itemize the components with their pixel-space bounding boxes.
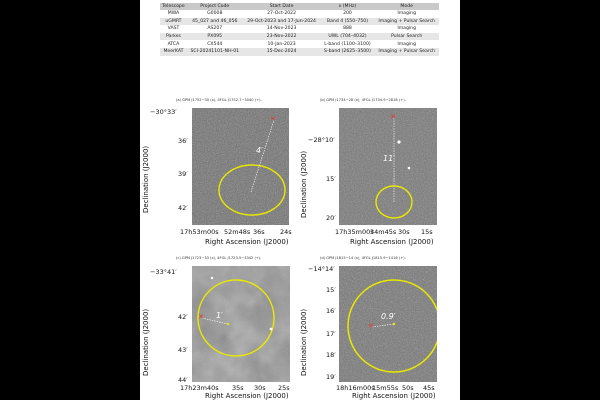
xtick-a: 36s xyxy=(253,228,265,236)
ylabel-a: Declination (J2000) xyxy=(142,145,150,213)
col-header: ν (MHz) xyxy=(321,3,375,10)
xtick-c: 17h23m40s xyxy=(180,384,219,392)
table-cell: MWA xyxy=(167,11,180,17)
xtick-d: 18h16m00s xyxy=(336,384,375,392)
figure-caption-b: (b) GPM J1734−28 (x), 4FGL J1734.9−2818 (+). xyxy=(320,98,406,102)
xtick-a: 17h53m00s xyxy=(180,228,219,236)
observations-table xyxy=(160,3,439,56)
xtick-b: 15s xyxy=(421,228,433,236)
source-marker-icon: ✕ xyxy=(390,113,396,121)
table-cell: AS207 xyxy=(207,26,223,32)
xlabel-b: Right Ascension (J2000) xyxy=(350,238,434,246)
table-cell: CX544 xyxy=(207,41,223,47)
xtick-a: 52m48s xyxy=(224,228,251,236)
ytick-d: 19′ xyxy=(326,373,336,381)
xtick-d: 15m55s xyxy=(372,384,399,392)
table-row xyxy=(160,48,439,56)
ytick-d: 15′ xyxy=(326,286,336,294)
table-cell: VAST xyxy=(167,26,180,32)
ytick-c: 43′ xyxy=(178,346,188,354)
table-cell: UWL (704–4032) xyxy=(321,33,375,41)
xtick-c: 35s xyxy=(232,384,244,392)
table-row xyxy=(160,40,439,48)
xlabel-c: Right Ascension (J2000) xyxy=(205,392,289,400)
col-header: Telescope xyxy=(160,3,187,10)
ytick-c: 44′ xyxy=(178,376,188,384)
xtick-d: 45s xyxy=(423,384,435,392)
table-cell: Band 4 (550–750) xyxy=(321,18,375,26)
xtick-c: 25s xyxy=(278,384,290,392)
xtick-c: 30s xyxy=(254,384,266,392)
table-cell: 888 xyxy=(343,26,352,32)
table-cell: Parkes xyxy=(160,33,187,41)
ytick-c: −33°41′ xyxy=(150,268,177,276)
separation-label-c: 1′ xyxy=(216,311,223,320)
separation-label-b: 11′ xyxy=(383,154,395,163)
table-cell: S-band (2625–3500) xyxy=(321,48,375,56)
table-row xyxy=(160,33,439,41)
table-header-row xyxy=(160,3,439,10)
ytick-b: 15′ xyxy=(326,175,336,183)
table-cell: Pulsar Search xyxy=(374,33,439,41)
sky-image-d xyxy=(339,266,437,382)
table-cell: Imaging xyxy=(397,41,417,47)
ytick-b: 20′ xyxy=(326,214,336,222)
xtick-d: 50s xyxy=(402,384,414,392)
ytick-d: 17′ xyxy=(326,330,336,338)
sky-image-a xyxy=(192,108,289,225)
table-cell: L-band (1100–3100) xyxy=(324,41,371,47)
col-header: Project Code xyxy=(187,3,243,10)
table-cell: SCI-20241101-NH-01 xyxy=(187,48,243,56)
table-cell: Imaging xyxy=(397,26,417,32)
figure-caption-a: (a) GPM J1752−30 (x), 4FGL J1752.7−3040 (+). xyxy=(176,98,262,102)
source-marker-icon: ✕ xyxy=(368,322,374,330)
source-marker-icon: ✕ xyxy=(270,115,276,123)
table-cell: 45_027 and 46_056 xyxy=(187,18,243,26)
table-cell: ATCA xyxy=(167,41,180,47)
table-cell: 15-Dec-2024 xyxy=(243,48,321,56)
table-cell: Imaging xyxy=(397,11,417,17)
table-cell: uGMRT xyxy=(160,18,187,26)
ytick-d: 18′ xyxy=(326,351,336,359)
ytick-b: −28°10′ xyxy=(308,136,335,144)
ytick-d: −14°14′ xyxy=(308,265,335,273)
ytick-a: 39′ xyxy=(178,170,188,178)
table-cell: 14-Nov-2023 xyxy=(266,26,297,32)
table-cell: 27-Oct-2022 xyxy=(267,11,297,17)
source-marker-icon: ✕ xyxy=(198,313,204,321)
col-header: Start Date xyxy=(243,3,321,10)
table-cell: PX095 xyxy=(187,33,243,41)
table-cell: 10-Jan-2023 xyxy=(267,41,296,47)
table-cell: 23-Nov-2022 xyxy=(243,33,321,41)
ytick-a: 36′ xyxy=(178,137,188,145)
col-header: Mode xyxy=(374,3,439,10)
xlabel-d: Right Ascension (J2000) xyxy=(352,392,436,400)
ylabel-b: Declination (J2000) xyxy=(300,150,308,218)
table-row xyxy=(160,18,439,26)
separation-label-d: 0.9′ xyxy=(381,312,396,321)
ytick-c: 42′ xyxy=(178,313,188,321)
sky-image-c xyxy=(192,266,290,382)
table-cell: MeerKAT xyxy=(160,48,187,56)
table-cell: G0008 xyxy=(207,11,223,17)
xtick-a: 24s xyxy=(280,228,292,236)
figure-caption-d: (d) GPM J1815−14 (x), 4FGL J1815.9−1416 (+). xyxy=(320,256,406,260)
xtick-b: 17h35m00s xyxy=(335,228,374,236)
ylabel-d: Declination (J2000) xyxy=(300,308,308,376)
table-row xyxy=(160,25,439,33)
ytick-a: 42′ xyxy=(178,204,188,212)
xtick-b: 30s xyxy=(398,228,410,236)
xtick-b: 34m45s xyxy=(370,228,397,236)
ylabel-c: Declination (J2000) xyxy=(142,308,150,376)
ytick-d: 16′ xyxy=(326,307,336,315)
table-cell: Imaging + Pulsar Search xyxy=(374,48,439,56)
sky-image-b xyxy=(339,108,437,225)
table-cell: Imaging + Pulsar Search xyxy=(374,18,439,26)
table-cell: 29-Oct-2023 and 17-Jun-2024 xyxy=(243,18,321,26)
xlabel-a: Right Ascension (J2000) xyxy=(205,238,289,246)
figure-caption-c: (c) GPM J1723−33 (x), 4FGL J1723.5−3342 (+). xyxy=(176,256,262,260)
separation-label-a: 4′ xyxy=(256,146,263,155)
table-row xyxy=(160,10,439,18)
ytick-a: −30°33′ xyxy=(150,108,177,116)
table-cell: 200 xyxy=(343,11,352,17)
paper-page xyxy=(140,0,460,400)
